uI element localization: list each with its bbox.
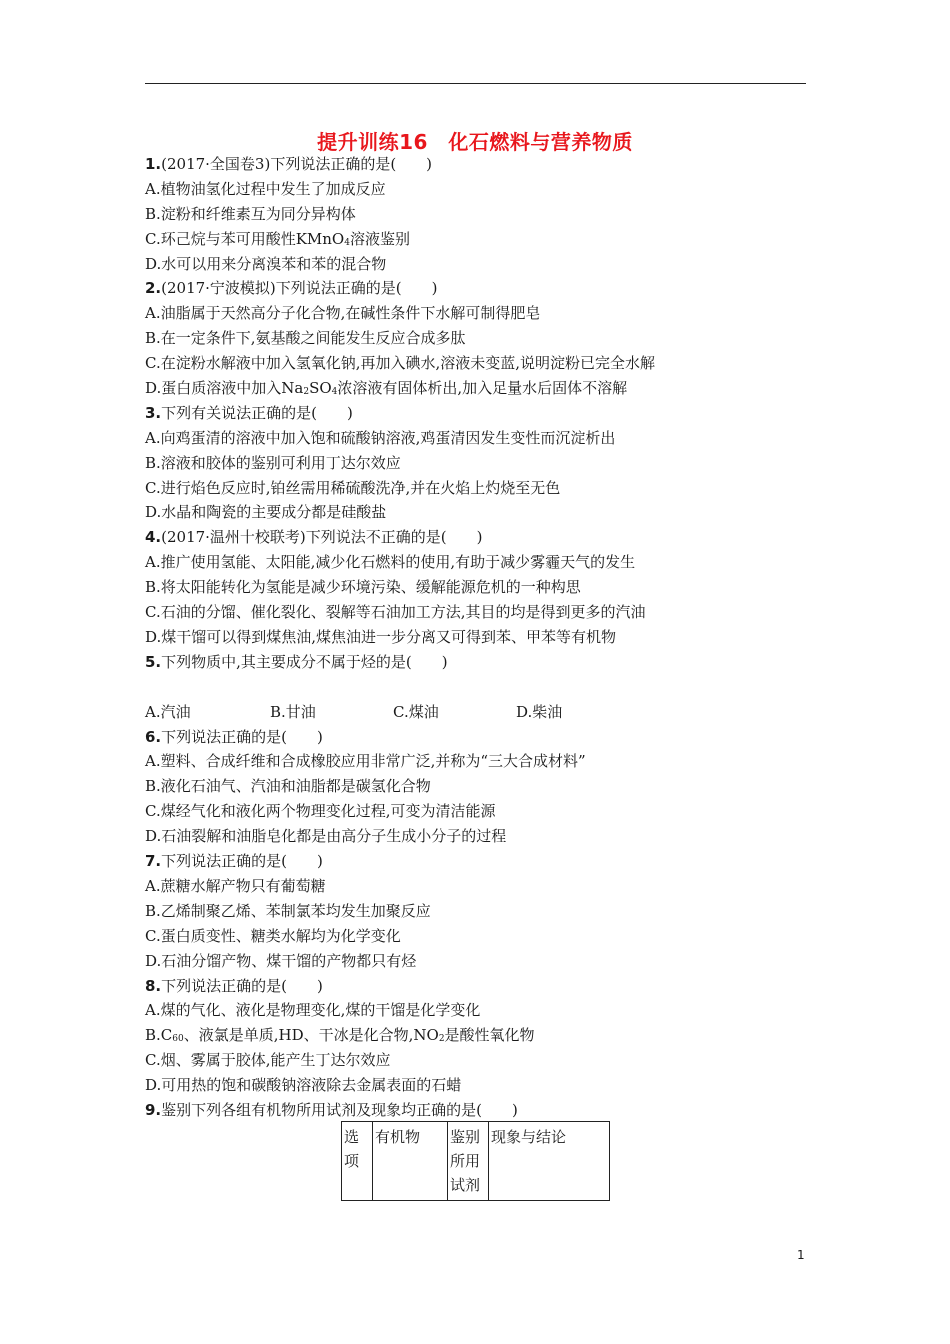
question-8-option-d: D.可用热的饱和碳酸钠溶液除去金属表面的石蜡 [145, 1076, 462, 1095]
question-5-stem: 5.下列物质中,其主要成分不属于烃的是( ) [145, 652, 448, 671]
question-4-option-c: C.石油的分馏、催化裂化、裂解等石油加工方法,其目的均是得到更多的汽油 [145, 603, 646, 622]
question-7-option-b: B.乙烯制聚乙烯、苯制氯苯均发生加聚反应 [145, 901, 431, 920]
question-5-gap [145, 675, 795, 700]
table-header-option: 选项 [342, 1122, 373, 1201]
question-4-option-d: D.煤干馏可以得到煤焦油,煤焦油进一步分离又可得到苯、甲苯等有机物 [145, 627, 617, 646]
question-1-option-a: A.植物油氢化过程中发生了加成反应 [145, 179, 386, 198]
question-list [145, 152, 795, 1123]
question-9-stem: 9.鉴别下列各组有机物所用试剂及现象均正确的是( ) [145, 1100, 518, 1119]
question-1-stem: 1.(2017·全国卷3)下列说法正确的是( ) [145, 155, 433, 173]
question-4-option-b: B.将太阳能转化为氢能是减少环境污染、缓解能源危机的一种构思 [145, 578, 581, 597]
question-7-option-d: D.石油分馏产物、煤干馏的产物都只有烃 [145, 951, 417, 970]
question-2-option-d: D.蛋白质溶液中加入$Na_2SO_4$浓溶液有固体析出,加入足量水后固体不溶解 [145, 379, 628, 398]
table-header-row [342, 1122, 610, 1201]
question-6-option-d: D.石油裂解和油脂皂化都是由高分子生成小分子的过程 [145, 827, 507, 846]
question-5-option-b: B.甘油 [270, 702, 316, 721]
question-3-option-d: D.水晶和陶瓷的主要成分都是硅酸盐 [145, 503, 387, 522]
question-7-option-a: A.蔗糖水解产物只有葡萄糖 [145, 876, 326, 895]
question-7-stem: 7.下列说法正确的是( ) [145, 852, 323, 871]
page-title: 提升训练16 化石燃料与营养物质 [317, 130, 633, 154]
question-6-option-b: B.液化石油气、汽油和油脂都是碳氢化合物 [145, 777, 431, 796]
question-6-option-a: A.塑料、合成纤维和合成橡胶应用非常广泛,并称为“三大合成材料” [145, 752, 586, 771]
question-2-option-b: B.在一定条件下,氨基酸之间能发生反应合成多肽 [145, 329, 466, 348]
question-1-option-c: C.环己烷与苯可用酸性KMnO$_4$溶液鉴别 [145, 229, 410, 248]
question-2-stem: 2.(2017·宁波模拟)下列说法正确的是( ) [145, 279, 438, 298]
table-header-reagent: 鉴别所用试剂 [448, 1122, 489, 1201]
question-4-stem: 4.(2017·温州十校联考)下列说法不正确的是( ) [145, 528, 483, 547]
question-5-option-c: C.煤油 [393, 702, 439, 721]
question-8-option-b: $B.C_{60}$、液氯是单质,HD、干冰是化合物$,NO_2$是酸性氧化物 [145, 1026, 535, 1045]
question-4-option-a: A.推广使用氢能、太阳能,减少化石燃料的使用,有助于减少雾霾天气的发生 [145, 553, 636, 572]
question-5-option-d: D.柴油 [516, 702, 563, 721]
question-6-stem: 6.下列说法正确的是( ) [145, 727, 323, 746]
question-8-stem: 8.下列说法正确的是( ) [145, 976, 323, 995]
question-8-option-c: C.烟、雾属于胶体,能产生丁达尔效应 [145, 1051, 391, 1070]
question-7-option-c: C.蛋白质变性、糖类水解均为化学变化 [145, 926, 401, 945]
question-3-option-a: A.向鸡蛋清的溶液中加入饱和硫酸钠溶液,鸡蛋清因发生变性而沉淀析出 [145, 428, 616, 447]
question-2-option-a: A.油脂属于天然高分子化合物,在碱性条件下水解可制得肥皂 [145, 304, 541, 323]
question-1-option-b: B.淀粉和纤维素互为同分异构体 [145, 204, 356, 223]
question-8-option-a: A.煤的气化、液化是物理变化,煤的干馏是化学变化 [145, 1001, 481, 1020]
page-number: 1 [797, 1248, 805, 1262]
question-6-option-c: C.煤经气化和液化两个物理变化过程,可变为清洁能源 [145, 802, 496, 821]
question-3-stem: 3.下列有关说法正确的是( ) [145, 403, 353, 422]
table-header-phenomenon: 现象与结论 [489, 1122, 610, 1201]
question-5-option-a: A.汽油 [145, 702, 191, 721]
table-header-organic: 有机物 [373, 1122, 448, 1201]
question-1-option-d: D.水可以用来分离溴苯和苯的混合物 [145, 254, 387, 273]
question-2-option-c: C.在淀粉水解液中加入氢氧化钠,再加入碘水,溶液未变蓝,说明淀粉已完全水解 [145, 354, 656, 373]
question-9-table [341, 1121, 610, 1201]
question-3-option-c: C.进行焰色反应时,铂丝需用稀硫酸洗净,并在火焰上灼烧至无色 [145, 478, 561, 497]
question-3-option-b: B.溶液和胶体的鉴别可利用丁达尔效应 [145, 453, 401, 472]
header-rule [145, 83, 806, 84]
question-5-options [145, 700, 795, 725]
